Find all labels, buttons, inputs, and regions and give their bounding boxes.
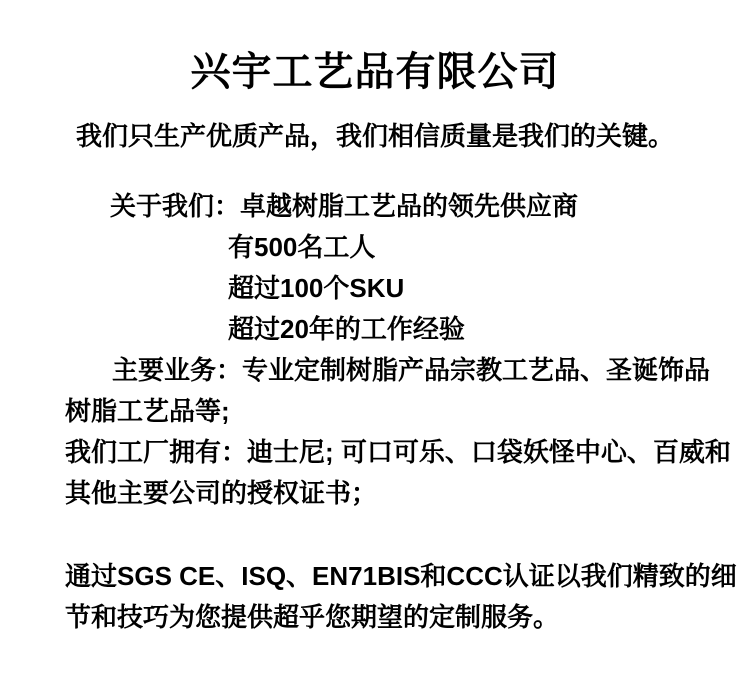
main-business-label: 主要业务：: [112, 355, 243, 385]
certification-line-2: 节和技巧为您提供超乎您期望的定制服务。: [65, 602, 560, 632]
about-fact-workers: 有500名工人: [228, 232, 376, 262]
about-us-label: 关于我们：: [110, 191, 241, 221]
company-intro-section: [0, 52, 750, 688]
about-us-line: [110, 186, 695, 227]
certification-line-1: 通过SGS CE、ISQ、EN71BIS和CCC认证以我们精致的细: [65, 561, 737, 591]
about-us-lead: 卓越树脂工艺品的领先供应商: [240, 191, 579, 221]
about-fact-experience: 超过20年的工作经验: [228, 314, 465, 344]
company-details: [0, 186, 750, 638]
main-business-text: 专业定制树脂产品宗教工艺品、圣诞饰品: [242, 355, 711, 385]
factory-authorization-line-1: 我们工厂拥有：迪士尼; 可口可乐、口袋妖怪中心、百威和: [65, 437, 731, 467]
about-fact-sku: 超过100个SKU: [228, 273, 405, 303]
factory-authorization-line-2: 其他主要公司的授权证书；: [65, 478, 378, 508]
company-tagline: 我们只生产优质产品，我们相信质量是我们的关键。: [75, 121, 674, 151]
company-name-heading: 兴宇工艺品有限公司: [190, 50, 560, 94]
certification-paragraph: [65, 556, 737, 638]
main-business-line-1: [112, 350, 711, 391]
main-business-line-2: 树脂工艺品等;: [65, 396, 230, 426]
